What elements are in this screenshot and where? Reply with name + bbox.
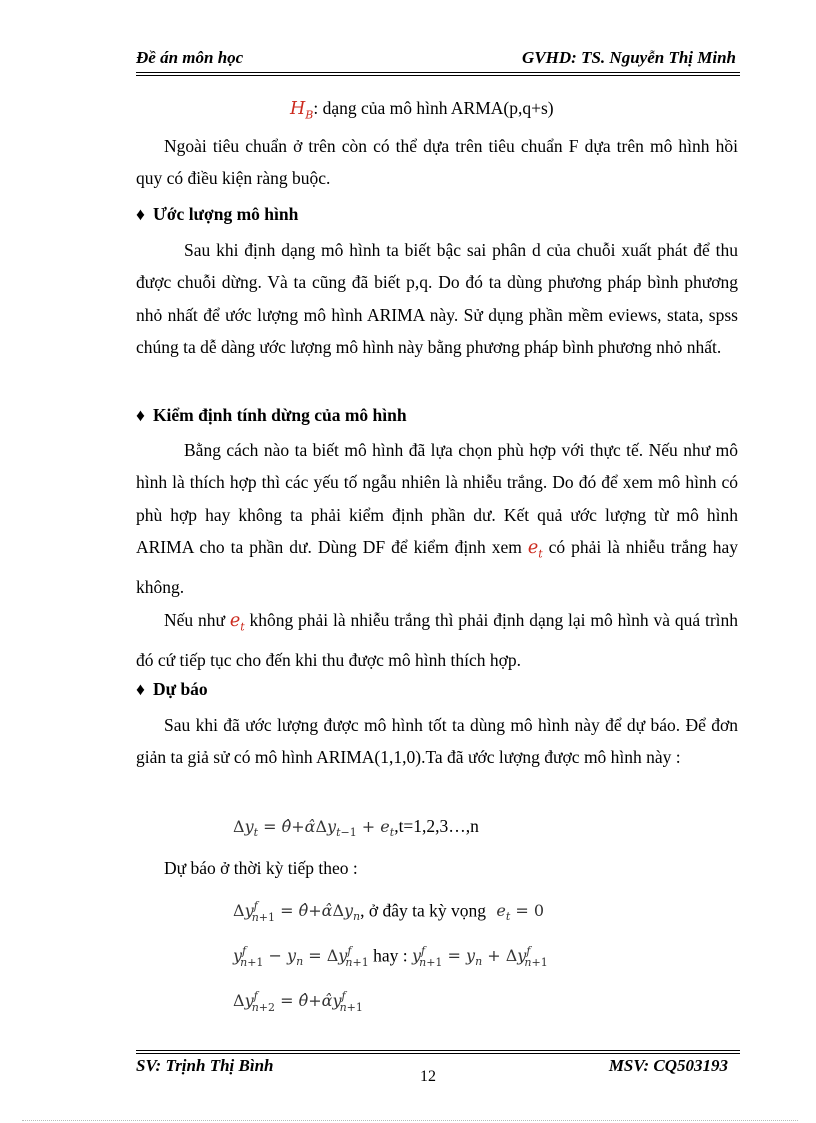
formula-forecast-3: $\Delta y^f_{n+2}$ = $\thetâ+\alphây^f_{n+1}$ [233,990,363,1014]
footer-right: MSV: CQ503193 [608,1056,728,1075]
paragraph-residual: Nếu như $e_t$ không phải là nhiễu trắng thì phải định dạng lại mô hình và quá trình đó cứ tiếp tục cho đến khi thu được mô hình thích hợp. [136,610,739,670]
paragraph-forecast: Sau khi đã ước lượng được mô hình tốt ta dùng mô hình này để dự báo. Để đơn giản ta giả sử có mô hình ARIMA(1,1,0).Ta đã ước lượng được mô hình này : [136,715,738,768]
header-rule-thin [136,75,740,76]
page-edge [22,1120,798,1121]
formula-forecast-1: $\Delta y^f_{n+1}$ = $\thetâ+\alphâ\Delta y_n$, ở đây ta kỳ vọng $e_t = 0$ [233,900,545,924]
header-left: Đề án môn học [136,48,244,67]
header-right: GVHD: TS. Nguyễn Thị Minh [522,48,736,67]
paragraph-criteria: Ngoài tiêu chuẩn ở trên còn có thể dựa trên tiêu chuẩn F dựa trên mô hình hồi quy có điều kiện ràng buộc. [136,136,738,189]
heading-estimation: ♦ Ước lượng mô hình [136,204,299,224]
formula-forecast-2: $y^f_{n+1} - y_n = \Delta y^f_{n+1}$ hay : $y^f_{n+1} = y_n + \Delta y^f_{n+1}$ [233,945,548,969]
footer-left: SV: Trịnh Thị Bình [136,1056,274,1075]
page-number: 12 [420,1068,436,1085]
heading-forecast: ♦ Dự báo [136,679,208,699]
hb-line: $H_B$: dạng của mô hình ARMA(p,q+s) [290,98,554,122]
paragraph-stationarity: Bằng cách nào ta biết mô hình đã lựa chọn phù hợp với thực tế. Nếu như mô hình là thích hợp thì các yếu tố ngẫu nhiên là nhiễu trắng. Do đó để xem mô hình có phù hợp hay không ta phải kiểm định phần dư. Kết quả ước lượng từ mô hình ARIMA cho ta phần dư. Dùng DF để kiểm định xem $e_t$ có phải là nhiễu trắng hay không. [136,440,738,598]
bullet-icon: ♦ [136,679,145,699]
bullet-icon: ♦ [136,204,145,224]
bullet-icon: ♦ [136,405,145,425]
paragraph-estimation: Sau khi định dạng mô hình ta biết bậc sai phân d của chuỗi xuất phát để thu được chuỗi dừng. Và ta cũng đã biết p,q. Do đó ta dùng phương pháp bình phương nhỏ nhất để ước lượng mô hình ARIMA này. Sử dụng phần mềm eviews, stata, spss chúng ta dễ dàng ước lượng mô hình này bằng phương pháp bình phương nhỏ nhất. [136,240,738,358]
footer-rule [136,1053,740,1054]
footer-rule-thin [136,1050,740,1051]
formula-model: $\Delta y_t$ = $\thetâ+\alphâ\Delta y_{t-1}$ + $e_t,t=1,2,3\dots,n$ [233,816,479,840]
paragraph-next-period: Dự báo ở thời kỳ tiếp theo : [164,858,358,878]
header-rule [136,72,740,73]
heading-stationarity: ♦ Kiểm định tính dừng của mô hình [136,405,407,425]
